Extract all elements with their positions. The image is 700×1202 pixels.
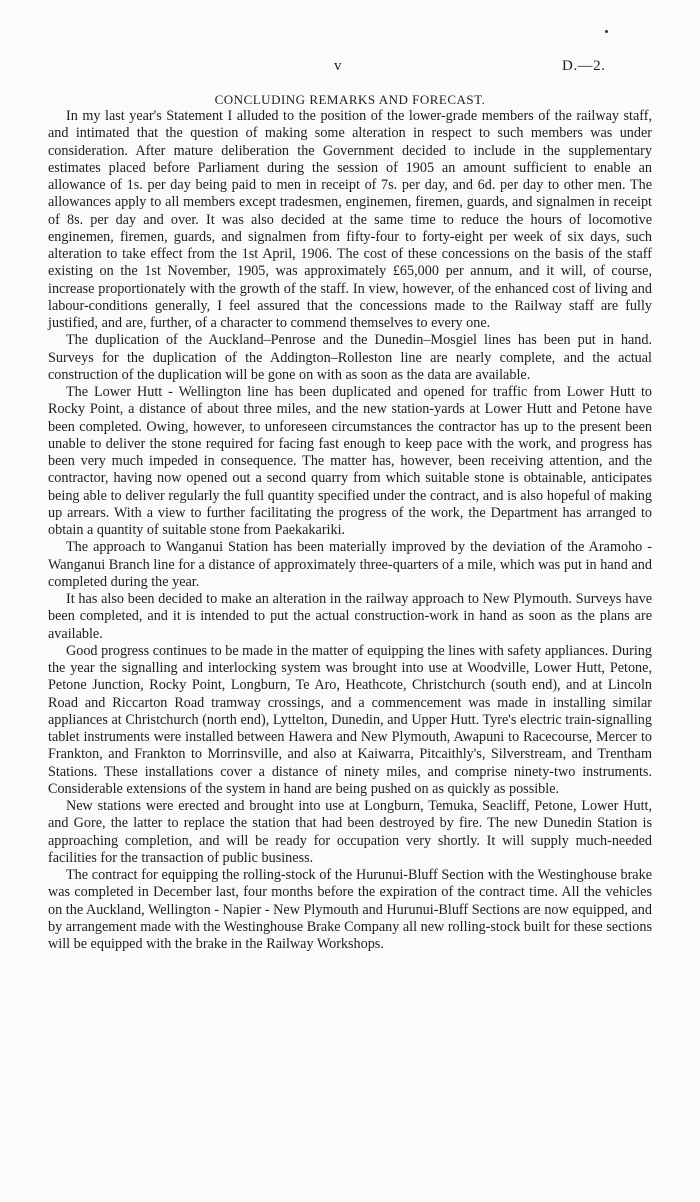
paragraph-lower-hutt-wellington: The Lower Hutt - Wellington line has been duplicated and opened for traffic from Lower Hutt to Rocky Point, a distance of about three miles, and the new station-yards at Lower Hutt and Petone have been completed. Owing, however, to unforeseen circumstances the contractor has up to the present been unable to deliver the stone required for facing fast enough to keep pace with the work, and progress has been very much impeded in consequence. The matter has, however, been receiving attention, and the contractor, having now opened out a second quarry from which suitable stone is obtainable, anticipates being able to deliver regularly the full quantity specified under the contract, and is also hopeful of making up arrears. With a view to further facilitating the progress of the work, the Department has arranged to obtain a quantity of suitable stone from Paekakariki. bbox=[48, 384, 652, 538]
body-text bbox=[48, 108, 652, 953]
paragraph-westinghouse-brake: The contract for equipping the rolling-stock of the Hurunui-Bluff Section with the Westinghouse brake was completed in December last, four months before the expiration of the contract time. All the vehicles on the Auckland, Wellington - Napier - New Plymouth and Hurunui-Bluff Sections are now equipped, and by arrangement made with the Westinghouse Brake Company all new rolling-stock built for these sections will be equipped with the brake in the Railway Workshops. bbox=[48, 867, 652, 952]
section-title: CONCLUDING REMARKS AND FORECAST. bbox=[214, 92, 486, 107]
page-number: v bbox=[334, 58, 342, 74]
paragraph-new-stations: New stations were erected and brought into use at Longburn, Temuka, Seacliff, Petone, Lower Hutt, and Gore, the latter to replace the station that had been destroyed by fire. The new Dunedin Station is approaching completion, and will be ready for occupation very shortly. It will supply much-needed facilities for the transaction of public business. bbox=[48, 798, 652, 866]
document-reference: D.—2. bbox=[562, 58, 606, 74]
speck-mark bbox=[605, 30, 608, 33]
paragraph-safety-appliances: Good progress continues to be made in the matter of equipping the lines with safety appliances. During the year the signalling and interlocking system was brought into use at Woodville, Lower Hutt, Petone, Petone Junction, Rocky Point, Longburn, Te Aro, Heathcote, Christchurch (south end), and at Lincoln Road and Riccarton Road tramway crossings, and a commencement was made in installing similar appliances at Christchurch (north end), Lyttelton, Dunedin, and Upper Hutt. Tyre's electric train-signalling tablet instruments were installed between Hawera and New Plymouth, Awapuni to Racecourse, Mercer to Frankton, and Frankton to Morrinsville, and also at Kaiwarra, Pitcaithly's, Silverstream, and Trentham Stations. These installations cover a distance of ninety miles, and comprise ninety-two instruments. Considerable extensions of the system in hand are being pushed on as quickly as possible. bbox=[48, 642, 652, 797]
paragraph-duplication: The duplication of the Auckland–Penrose and the Dunedin–Mosgiel lines has been put in hand. Surveys for the duplication of the Addington–Rolleston line are nearly complete, and the actual construction of the duplication will be gone on with as soon as the data are available. bbox=[48, 332, 652, 383]
paragraph-new-plymouth: It has also been decided to make an alteration in the railway approach to New Plymouth. Surveys have been completed, and it is intended to put the actual construction-work in hand as soon as the plans are available. bbox=[48, 591, 652, 642]
page-header bbox=[0, 58, 700, 80]
paragraph-wanganui-station: The approach to Wanganui Station has been materially improved by the deviation of the Aramoho - Wanganui Branch line for a distance of approximately three-quarters of a mile, which was put in hand and completed during the year. bbox=[48, 539, 652, 590]
paragraph-staff-concessions: In my last year's Statement I alluded to the position of the lower-grade members of the railway staff, and intimated that the question of making some alteration in respect to such members was under consideration. After mature deliberation the Government decided to include in the supplementary estimates placed before Parliament during the session of 1905 an amount sufficient to enable an allowance of 1s. per day being paid to men in receipt of 7s. per day, and 6d. per day to other men. The allowances apply to all members except tradesmen, enginemen, firemen, guards, and signalmen in receipt of 8s. per day and over. It was also decided at the same time to reduce the hours of locomotive enginemen, firemen, guards, and signalmen from fifty-four to forty-eight per week of six days, such alteration to take effect from the 1st April, 1906. The cost of these concessions on the basis of the staff existing on the 1st November, 1905, was approximately £65,000 per annum, and it will, of course, increase proportionately with the growth of the staff. In view, however, of the enhanced cost of living and labour-conditions generally, I feel assured that the concessions made to the Railway staff are fully justified, and are, further, of a character to commend themselves to every one. bbox=[48, 108, 652, 331]
